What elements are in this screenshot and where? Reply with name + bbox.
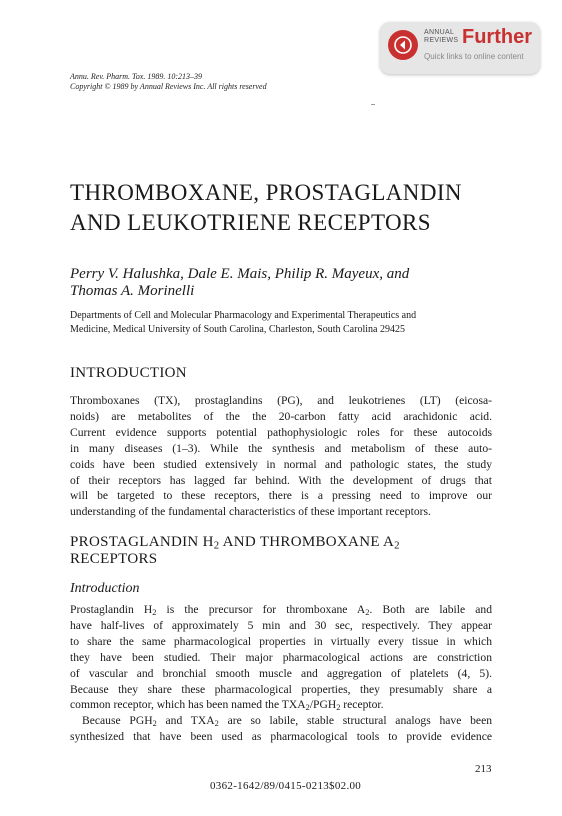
- further-logo-icon: [388, 30, 418, 60]
- scan-mark: [371, 104, 375, 105]
- paragraph-line: have half-lives of approximately 5 min and 30 sec, respectively. They appear: [70, 618, 492, 632]
- paragraph-line: they have been studied. Their major pharmacological actions are constriction: [70, 650, 492, 664]
- badge-subtitle: Quick links to online content: [424, 52, 524, 61]
- paragraph-line: of their receptors has lagged far behind. With the development of drugs that: [70, 473, 492, 487]
- author-affiliation: Departments of Cell and Molecular Pharmacology and Experimental Therapeutics and Medicine, Medical University of South Carolina, Charleston, South Carolina 29425: [70, 310, 417, 335]
- paragraph-line: noids) are metabolites of the the 20-carbon fatty acid arachidonic acid.: [70, 409, 492, 423]
- paragraph-line: Prostaglandin $H_2$ is the precursor for thromboxane $A_2$. Both are labile and: [70, 603, 493, 618]
- subsection-heading-introduction: Introduction: [70, 581, 140, 596]
- paragraph-line: of vascular and bronchial smooth muscle and aggregation of platelets (4, 5).: [70, 666, 492, 680]
- paragraph-line: Thromboxanes (TX), prostaglandins (PG), and leukotrienes (LT) (eicosa-: [70, 394, 492, 407]
- badge-further-label: Further: [462, 26, 532, 48]
- paragraph-line: to share the same pharmacological properties in virtually every tissue in which: [70, 634, 492, 648]
- badge-annual-reviews-label: ANNUAL REVIEWS: [424, 29, 459, 44]
- page-number: 213: [475, 763, 492, 775]
- annual-reviews-further-badge[interactable]: [380, 22, 540, 74]
- paragraph-line: synthesized that have been used as pharmacological tools to provide evidence: [70, 730, 492, 744]
- author-list: Perry V. Halushka, Dale E. Mais, Philip R. Mayeux, and Thomas A. Morinelli: [70, 266, 410, 299]
- paragraph-line: in many diseases (1–3). While the synthesis and metabolism of these auto-: [70, 441, 492, 455]
- paragraph-line: Because they share these pharmacological properties, they presumably share a: [70, 682, 492, 696]
- paragraph-line: will be targeted to these receptors, there is a pressing need to improve our: [70, 489, 492, 503]
- article-code: 0362-1642/89/0415-0213$02.00: [210, 780, 362, 792]
- paragraph-line: Current evidence supports potential pathophysiologic roles for these autocoids: [70, 425, 492, 439]
- paragraph-line: coids have been studied extensively in normal and pathologic states, the study: [70, 457, 492, 471]
- journal-citation: Annu. Rev. Pharm. Tox. 1989. 10:213–39 Copyright © 1989 by Annual Reviews Inc. All rights reserved: [70, 72, 267, 91]
- pgh2-txa2-paragraph: [70, 602, 492, 745]
- section-heading-introduction: INTRODUCTION: [70, 365, 187, 381]
- article-title: THROMBOXANE, PROSTAGLANDIN AND LEUKOTRIENE RECEPTORS: [70, 180, 462, 235]
- paragraph-line: common receptor, which has been named the $TXA_2/PGH_2$ receptor.: [70, 698, 384, 713]
- paragraph-line: Because $PGH_2$ and $TXA_2$ are so labile, stable structural analogs have been: [82, 714, 493, 729]
- introduction-paragraph: [70, 393, 492, 520]
- paragraph-line: understanding of the fundamental characteristics of these important receptors.: [70, 505, 431, 519]
- section-heading-pgh2-txa2-receptors: PROSTAGLANDIN $H_2$ AND THROMBOXANE $A_2$ RECEPTORS: [70, 534, 400, 567]
